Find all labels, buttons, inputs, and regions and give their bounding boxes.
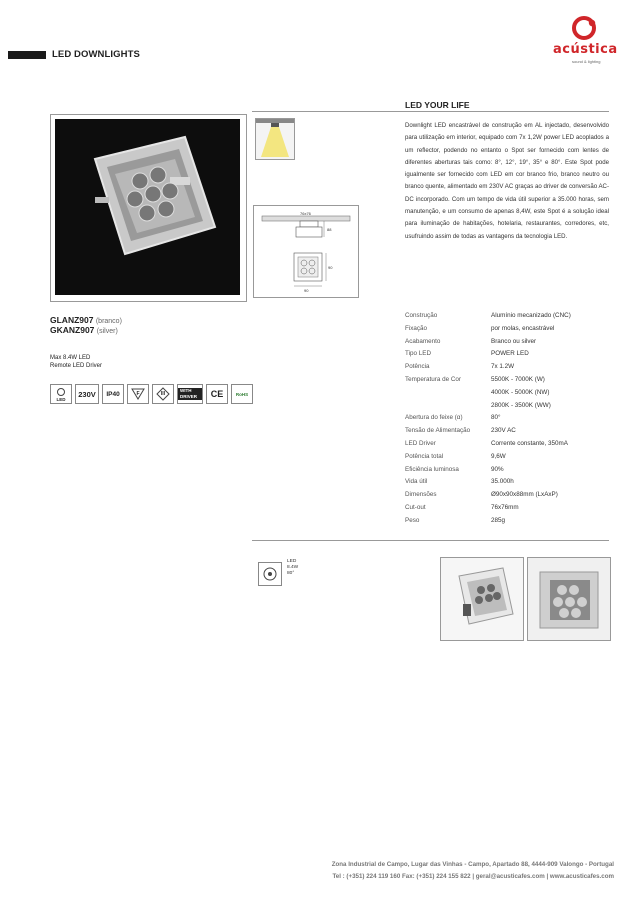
rohs-icon: RoHS [231,384,253,404]
spec-key: Tensão de Alimentação [405,427,471,435]
spec-value: 35.000h [491,478,514,486]
spec-row [405,312,615,325]
spec-value: Corrente constante, 350mA [491,439,569,447]
voltage-icon: 230V [75,384,99,404]
svg-text:90: 90 [328,265,333,270]
spec-value: por molas, encastrável [491,324,555,332]
spec-value: POWER LED [491,350,529,358]
product-description: Downlight LED encastrável de construção em AL injectado, desenvolvido para utilização em interior, equipado com 7x 1,2W power LED acoplados a um reflector, podendo no entanto o Spot ser fornecido com lentes de diferentes aberturas tais como: 8°, 12°, 19°, 35° e 80°. Este Spot pode igualmente ser fornecido com LED em cor branco frio, branco neutro ou branco quente, alimentado em 230V AC graças ao driver de conversão AC-DC incorporado. Com um tempo de vida útil superior a 35.000 horas, sem manutenção, e um consumo de apenas 8,4W, este Spot é a solução ideal para iluminação de habitações, hotelaria, restaurantes, corredores, etc, usufruindo assim de todas as vantagens da tecnologia LED. [405,122,609,240]
spec-key: Potência [405,363,430,371]
spec-row [405,414,615,427]
spec-value: 9,6W [491,452,506,460]
footer-contacts: Tel : (+351) 224 119 160 Fax: (+351) 224 155 822 | geral@acusticafes.com | www.acusticafes.com [332,873,614,880]
certification-icons [50,384,253,404]
spec-row [405,338,615,351]
brand-name: acústica [553,42,618,57]
max-power-label: Max 8.4W LED [50,355,91,361]
spec-key: Temperatura de Cor [405,375,461,383]
led-icon: LED [50,384,72,404]
spec-value: Branco ou silver [491,337,537,345]
spec-row [405,504,615,517]
product-thumbnail-white[interactable] [440,557,524,641]
spec-row [405,376,615,389]
f-mark-icon: F [127,384,149,404]
spec-key: Eficiência luminosa [405,465,459,473]
product-code-white: GLANZ907 (branco) [50,315,122,325]
led-module-icon [258,562,282,586]
spec-key: Tipo LED [405,350,432,358]
page-title: LED DOWNLIGHTS [52,49,140,60]
brand-tagline: sound & lighting [572,59,601,64]
spec-row [405,363,615,376]
spec-value: 76x76mm [491,503,519,511]
spec-value: Ø90x90x88mm (LxAxP) [491,491,558,499]
ip-rating-icon: IP40 [102,384,124,404]
spec-row [405,402,615,415]
driver-label: Remote LED Driver [50,363,103,369]
spec-key: Acabamento [405,337,441,345]
spec-row [405,427,615,440]
spec-value: 2800K - 3500K (WW) [491,401,551,409]
spec-key: Vida útil [405,478,428,486]
class-iii-icon: III [152,384,174,404]
spec-key: Cut-out [405,503,426,511]
spec-row [405,453,615,466]
svg-text:90: 90 [304,288,309,293]
downlight-illustration [55,119,240,295]
led-module-text: LED 8.4W 80° [287,559,299,576]
lower-divider [252,540,609,541]
spec-key: LED Driver [405,439,436,447]
technical-drawing [253,205,359,298]
section-divider [252,111,609,112]
spec-value: 4000K - 5000K (NW) [491,388,550,396]
spec-row [405,517,615,530]
spec-value: 7x 1.2W [491,363,515,371]
spec-row [405,466,615,479]
spec-row [405,491,615,504]
svg-text:88: 88 [327,227,332,232]
product-code-silver: GKANZ907 (silver) [50,325,118,335]
spec-key: Fixação [405,324,428,332]
spec-table [405,312,615,530]
spec-key: Peso [405,516,420,524]
section-title: LED YOUR LIFE [405,100,470,110]
footer-address: Zona Industrial de Campo, Lugar das Vinhas - Campo, Apartado 88, 4444-909 Valongo - Portugal [331,861,614,868]
spec-value: 90% [491,465,504,473]
header-bar [8,51,46,59]
spec-row [405,325,615,338]
lamp-beam-icon [255,118,295,160]
spec-value: 285g [491,516,506,524]
with-driver-icon: WITH DRIVER [177,384,203,404]
spec-row [405,478,615,491]
spec-value: Alumínio mecanizado (CNC) [491,312,571,319]
product-photo [55,119,240,295]
spec-row [405,440,615,453]
ce-mark-icon: CE [206,384,228,404]
spec-value: 230V AC [491,427,516,435]
product-thumbnail-silver[interactable] [527,557,611,641]
spec-row [405,389,615,402]
spec-key: Abertura do feixe (α) [405,414,463,422]
spec-row [405,350,615,363]
spec-key: Dimensões [405,491,437,499]
logo-dot [589,20,595,26]
spec-value: 80° [491,414,501,422]
spec-key: Potência total [405,452,444,460]
spec-key: Construção [405,312,438,319]
spec-value: 5500K - 7000K (W) [491,375,545,383]
svg-text:76x76: 76x76 [300,211,311,216]
